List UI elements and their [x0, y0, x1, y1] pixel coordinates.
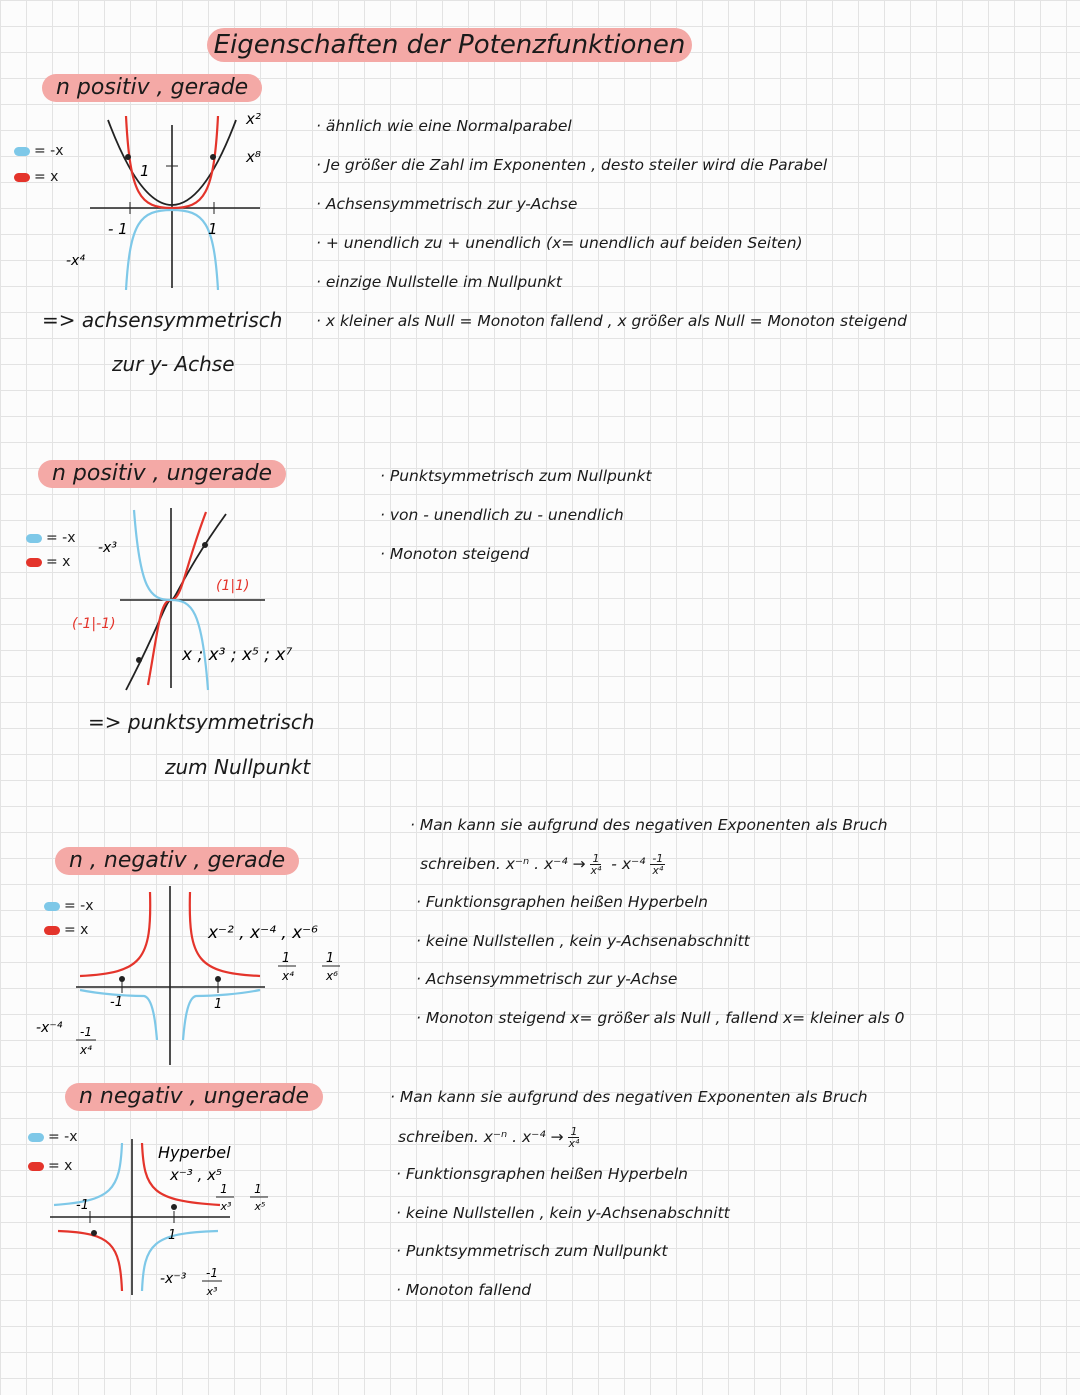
label-x8: x⁸	[246, 148, 261, 166]
label-point-neg: (-1|-1)	[72, 616, 116, 632]
section3-note-1: · Man kann sie aufgrund des negativen Exponenten als Bruch	[410, 816, 888, 834]
section4-heading: n negativ , ungerade	[65, 1083, 323, 1111]
point-right	[171, 1204, 177, 1210]
label-tick-neg: -1	[76, 1198, 89, 1213]
label-neg: -x⁻³	[160, 1271, 187, 1287]
label-neg-x3: -x³	[98, 540, 117, 556]
section2-conclusion-1: => punktsymmetrisch	[88, 710, 315, 734]
section2-note-1: · Punktsymmetrisch zum Nullpunkt	[380, 467, 652, 485]
point-neg-1-neg-1	[136, 657, 142, 663]
section4-note-4: · keine Nullstellen , kein y-Achsenabschnitt	[396, 1204, 730, 1222]
section3-note-3: · Funktionsgraphen heißen Hyperbeln	[416, 893, 708, 911]
graph-positive-odd	[60, 500, 350, 695]
section1-note-2: · Je größer die Zahl im Exponenten , desto steiler wird die Parabel	[316, 156, 828, 174]
label-tick-pos: 1	[208, 220, 218, 238]
frac1-num: 1	[220, 1182, 228, 1196]
neg-frac-num: -1	[206, 1266, 218, 1280]
point-left	[119, 976, 125, 982]
neg-frac-den: x³	[206, 1285, 218, 1298]
point-left	[125, 154, 131, 160]
section1-conclusion-1: => achsensymmetrisch	[42, 308, 283, 332]
frac2-num: 1	[325, 951, 335, 966]
section3-heading: n , negativ , gerade	[55, 847, 299, 875]
point-right	[210, 154, 216, 160]
label-tick-neg: -1	[110, 995, 123, 1010]
frac1-den: x³	[220, 1200, 232, 1213]
legend-pos-3: = x	[44, 922, 88, 938]
neg-frac-num: -1	[80, 1025, 92, 1039]
section4-note-1: · Man kann sie aufgrund des negativen Exponenten als Bruch	[390, 1088, 868, 1106]
curve-x-3-left	[58, 1231, 122, 1291]
section2-note-2: · von - unendlich zu - unendlich	[380, 506, 624, 524]
legend-neg: = -x	[14, 143, 64, 159]
label-funcs: x⁻² , x⁻⁴ , x⁻⁶	[208, 923, 318, 943]
legend-pos: = x	[14, 169, 58, 185]
graph-negative-even	[30, 880, 380, 1070]
section3-note-4: · keine Nullstellen , kein y-Achsenabschnitt	[416, 932, 750, 950]
section1-note-5: · einzige Nullstelle im Nullpunkt	[316, 273, 562, 291]
point-1-1	[202, 542, 208, 548]
section2-note-3: · Monoton steigend	[380, 545, 530, 563]
neg-frac-den: x⁴	[80, 1043, 92, 1057]
section1-note-3: · Achsensymmetrisch zur y-Achse	[316, 195, 578, 213]
section1-note-6: · x kleiner als Null = Monoton fallend , x größer als Null = Monoton steigend	[316, 312, 908, 330]
section2-heading: n positiv , ungerade	[38, 460, 286, 488]
frac2-den: x⁶	[326, 969, 338, 983]
section1-note-1: · ähnlich wie eine Normalparabel	[316, 117, 572, 135]
label-tick-pos: 1	[168, 1228, 177, 1243]
graph-positive-even	[60, 100, 290, 290]
label-tick-y: 1	[140, 162, 150, 180]
inline-frac-2: $\frac{-1}{\text{x⁴}}$	[652, 852, 664, 877]
page-title: Eigenschaften der Potenzfunktionen	[207, 28, 692, 62]
label-funcs: x⁻³ , x⁵	[170, 1166, 223, 1184]
frac1-num: 1	[281, 951, 291, 966]
section3-note-5: · Achsensymmetrisch zur y-Achse	[416, 970, 678, 988]
section4-note-3: · Funktionsgraphen heißen Hyperbeln	[396, 1165, 688, 1183]
section1-note-4: · + unendlich zu + unendlich (x= unendlich auf beiden Seiten)	[316, 234, 803, 252]
section4-note-2: schreiben. x⁻ⁿ . x⁻⁴ → $\frac{1}{\text{x⁴}}$	[398, 1125, 580, 1150]
legend-pos-4: = x	[28, 1158, 72, 1174]
legend-neg-2: = -x	[26, 530, 76, 546]
legend-neg-3: = -x	[44, 898, 94, 914]
curve-neg-left	[54, 1143, 122, 1205]
point-right	[215, 976, 221, 982]
label-tick-pos: 1	[214, 997, 223, 1012]
label-hyperbel: Hyperbel	[158, 1143, 231, 1162]
section1-conclusion-2: zur y- Achse	[112, 352, 235, 376]
label-x2: x²	[246, 110, 261, 128]
frac2-num: 1	[254, 1182, 262, 1196]
point-left	[91, 1230, 97, 1236]
section2-conclusion-2: zum Nullpunkt	[165, 755, 311, 779]
label-neg-x4: -x⁴	[66, 253, 85, 269]
inline-frac-1: $\frac{1}{\text{x⁴}}$	[590, 852, 602, 877]
label-funcs: x ; x³ ; x⁵ ; x⁷	[182, 645, 293, 665]
legend-neg-4: = -x	[28, 1129, 78, 1145]
section3-note-2: schreiben. x⁻ⁿ . x⁻⁴ → $\frac{1}{\text{x⁴}}$ - x⁻⁴ $\frac{-1}{\text{x⁴}}$	[420, 852, 664, 877]
label-tick-neg: - 1	[108, 220, 128, 238]
graph-negative-odd	[40, 1135, 300, 1310]
legend-pos-2: = x	[26, 554, 70, 570]
section3-note-6: · Monoton steigend x= größer als Null , fallend x= kleiner als 0	[416, 1009, 905, 1027]
section4-note-6: · Monoton fallend	[396, 1281, 532, 1299]
inline-frac-3: $\frac{1}{\text{x⁴}}$	[568, 1125, 580, 1150]
frac2-den: x⁵	[254, 1200, 266, 1213]
frac1-den: x⁴	[282, 969, 294, 983]
label-point-1-1: (1|1)	[216, 578, 250, 594]
section4-note-5: · Punktsymmetrisch zum Nullpunkt	[396, 1242, 668, 1260]
label-neg: -x⁻⁴	[36, 1020, 63, 1036]
section1-heading: n positiv , gerade	[42, 74, 262, 102]
curve-x-4-left	[80, 892, 150, 976]
